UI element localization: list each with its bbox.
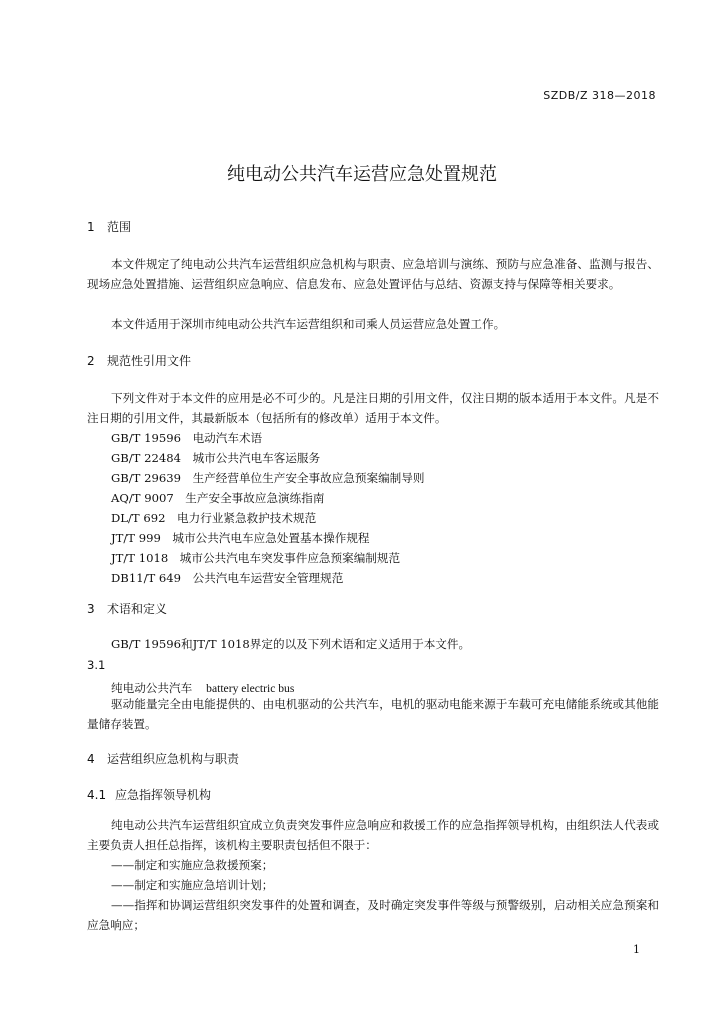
- paragraph: 纯电动公共汽车运营组织宜成立负责突发事件应急响应和救援工作的应急指挥领导机构，由组织法人代表或主要负责人担任总指挥，该机构主要职责包括但不限于：: [87, 818, 659, 852]
- reference-item: GB/T 29639 生产经营单位生产安全事故应急预案编制导则: [111, 471, 425, 485]
- section-title: 规范性引用文件: [107, 354, 192, 368]
- section-title: 术语和定义: [107, 602, 168, 616]
- reference-item: JT/T 999 城市公共汽电车应急处置基本操作规程: [111, 531, 370, 545]
- list-item: ——制定和实施应急培训计划；: [111, 878, 274, 892]
- reference-item: GB/T 22484 城市公共汽电车客运服务: [111, 451, 321, 465]
- standard-number: SZDB/Z 318—2018: [543, 89, 656, 102]
- list-item: ——制定和实施应急救援预案；: [111, 858, 274, 872]
- term-definition: 驱动能量完全由电能提供的、由电机驱动的公共汽车，电机的驱动电能来源于车载可充电储能系统或其他能量储存装置。: [87, 697, 659, 731]
- subsection-4-1-heading: [87, 786, 211, 803]
- reference-item: DL/T 692 电力行业紧急救护技术规范: [111, 511, 317, 525]
- section-title: 运营组织应急机构与职责: [107, 752, 240, 766]
- section-2-heading: [87, 352, 191, 369]
- reference-item: JT/T 1018 城市公共汽电车突发事件应急预案编制规范: [111, 551, 401, 565]
- reference-item: GB/T 19596 电动汽车术语: [111, 431, 263, 445]
- paragraph: 本文件规定了纯电动公共汽车运营组织应急机构与职责、应急培训与演练、预防与应急准备、监测与报告、现场应急处置措施、运营组织应急响应、信息发布、应急处置评估与总结、资源支持与保障等相关要求。: [87, 257, 659, 291]
- page-number: 1: [633, 943, 640, 956]
- term-number: 3.1: [87, 658, 106, 672]
- section-title: 范围: [107, 220, 132, 234]
- paragraph: GB/T 19596和JT/T 1018界定的以及下列术语和定义适用于本文件。: [111, 637, 471, 651]
- section-1-heading: [87, 218, 131, 235]
- document-title: 纯电动公共汽车运营应急处置规范: [227, 164, 497, 185]
- section-number: 4: [87, 752, 95, 766]
- section-number: 3: [87, 602, 95, 616]
- list-item: ——指挥和协调运营组织突发事件的处置和调查，及时确定突发事件等级与预警级别，启动相关应急预案和应急响应；: [87, 898, 659, 932]
- paragraph: 本文件适用于深圳市纯电动公共汽车运营组织和司乘人员运营应急处置工作。: [111, 317, 506, 331]
- paragraph: 下列文件对于本文件的应用是必不可少的。凡是注日期的引用文件，仅注日期的版本适用于本文件。凡是不注日期的引用文件，其最新版本（包括所有的修改单）适用于本文件。: [87, 391, 659, 425]
- subsection-title: 应急指挥领导机构: [115, 788, 212, 802]
- section-number: 1: [87, 220, 95, 234]
- term-chinese: 纯电动公共汽车: [111, 681, 193, 695]
- reference-item: AQ/T 9007 生产安全事故应急演练指南: [111, 491, 325, 505]
- reference-item: DB11/T 649 公共汽电车运营安全管理规范: [111, 571, 344, 585]
- section-number: 2: [87, 354, 95, 368]
- section-4-heading: [87, 750, 239, 767]
- term-english: battery electric bus: [206, 682, 295, 695]
- subsection-number: 4.1: [87, 788, 107, 802]
- section-3-heading: [87, 600, 167, 617]
